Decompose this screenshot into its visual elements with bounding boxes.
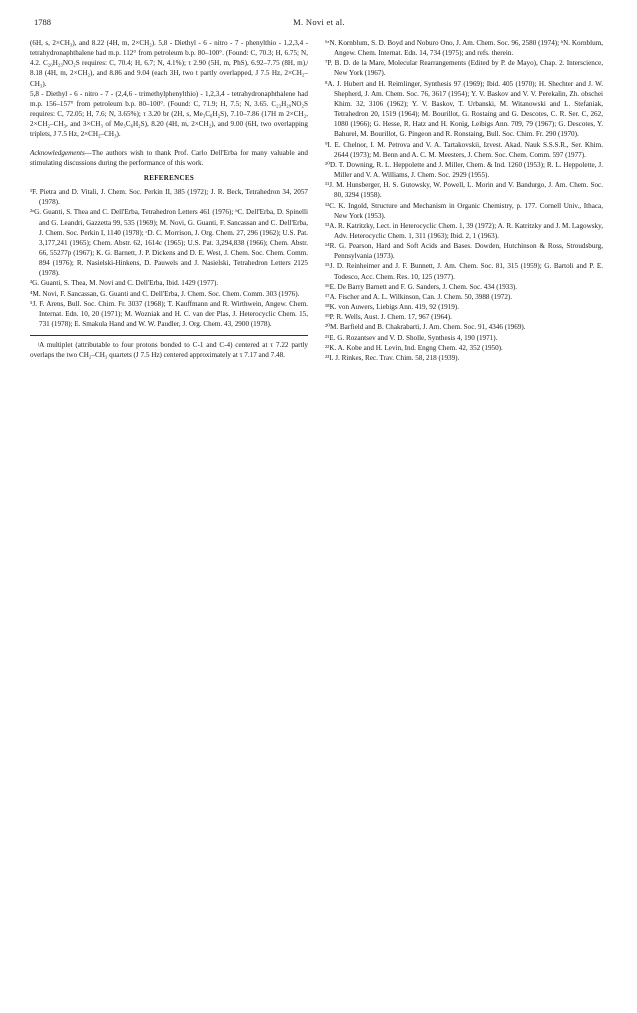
reference-item: ¹³A. R. Katritzky, Lect. in Heterocyclic Chem. 1, 39 (1972); A. R. Katritzky and J. M. Lagowsky, Adv. Heterocyclic Chem. 1, 311 (1963); Ibid. 2, 1 (1963).	[325, 221, 603, 240]
reference-item: ²³I. J. Rinkes, Rec. Trav. Chim. 58, 218 (1939).	[325, 353, 460, 362]
page-header	[34, 17, 604, 33]
reference-item: ¹²C. K. Ingold, Structure and Mechanism in Organic Chemistry, p. 177. Cornell Univ., Ithaca, New York (1953).	[325, 201, 603, 220]
reference-item: ¹⁰D. T. Downing, R. L. Heppolette and J. Miller, Chem. & Ind. 1260 (1953); R. L. Heppolette, J. Miller and V. A. Williams, J. Chem. Soc. 2929 (1955).	[325, 160, 603, 180]
acknowledgements-text: —The authors wish to thank Prof. Carlo Dell'Erba for many valuable and stimulating discussions during the performance of this work.	[30, 148, 308, 167]
running-head: M. Novi et al.	[293, 17, 345, 27]
left-column	[30, 38, 308, 361]
reference-item: ⁴M. Novi, F. Sancassan, G. Guanti and C. Dell'Erba, J. Chem. Soc. Chem. Comm. 303 (1976).	[30, 289, 300, 298]
reference-item: ¹F. Pietra and D. Vitali, J. Chem. Soc. Perkin II, 385 (1972); J. R. Beck, Tetrahedron 34, 2057 (1978).	[30, 188, 308, 207]
reference-item: ²¹E. G. Rozantsev and V. D. Sholle, Synthesis 4, 190 (1971).	[325, 333, 498, 342]
references-heading: REFERENCES	[143, 174, 195, 182]
reference-item: ⁶ᵃN. Kornblum, S. D. Boyd and Noburo Ono, J. Am. Chem. Soc. 96, 2580 (1974); ᵇN. Kornblum, Angew. Chem. Internat. Edn. 14, 734 (1975); and refs. therein.	[325, 39, 603, 58]
reference-item: ²ᵃG. Guanti, S. Thea and C. Dell'Erba, Tetrahedron Letters 461 (1976); ᵇC. Dell'Erba, D. Spinelli and G. Leandri, Gazzetta 99, 535 (1969); M. Novi, G. Guanti, F. Sancassan and C. Dell'Erba, J. Chem. Soc. Perkin I, 1140 (1978); ᶜD. C. Morrison, J. Org. Chem. 27, 296 (1962); U.S. Pat. 3,177,241 (1965); Chem. Abstr. 62, 1614c (1965); U.S. Pat. 3,294,838 (1966); Chem. Abstr. 66, 55277p (1967); K. G. Barnett, J. P. Dickens and D. E. West, J. Chem. Soc. Chem. Comm. 894 (1976); R. Nasielski-Hinkens, D. Pauwels and J. Nasielski, Tetrahedron Letters 2125 (1978).	[30, 208, 308, 278]
experimental-paragraph: (6H, s, 2×CH₃), and 8.22 (4H, m, 2×CH₂). 5,8 - Diethyl - 6 - nitro - 7 - phenylthio - 1,2,3,4 - tetrahydronaphthalene had m.p. 112° from petroleum b.p. 80–100°. (Found: C, 70.3; H, 6.75; N, 4.2. C₂₀H₂₃NO₂S requires: C, 70.4; H, 6.7; N, 4.1%); τ 2.90 (5H, m, PhS), 6.92–7.75 (8H, m),ʲ 8.18 (4H, m, 2×CH₂), and 8.86 and 9.04 (each 3H, two t partly overlapped, J 7.5 Hz, 2×CH₂–CH₃).	[30, 39, 308, 88]
reference-item: ¹⁵J. D. Reinheimer and J. F. Bunnett, J. Am. Chem. Soc. 81, 315 (1959); G. Bartoli and P. E. Todesco, Acc. Chem. Res. 10, 125 (1977).	[325, 262, 603, 281]
reference-item: ¹⁷A. Fischer and A. L. Wilkinson, Can. J. Chem. 50, 3988 (1972).	[325, 292, 513, 301]
reference-item: ¹⁹P. R. Wells, Aust. J. Chem. 17, 967 (1964).	[325, 313, 452, 322]
footnote-divider	[30, 335, 308, 336]
acknowledgements-label: Acknowledgements	[30, 148, 85, 157]
reference-item: ²⁰M. Barfield and B. Chakrabarti, J. Am. Chem. Soc. 91, 4346 (1969).	[325, 323, 526, 332]
reference-item: ³G. Guanti, S. Thea, M. Novi and C. Dell'Erba, Ibid. 1429 (1977).	[30, 279, 219, 288]
reference-item: ¹¹J. M. Hunsberger, H. S. Gutowsky, W. Powell, L. Morin and V. Bandurgo, J. Am. Chem. Soc. 80, 3294 (1958).	[325, 181, 603, 200]
reference-item: ⁷P. B. D. de la Mare, Molecular Rearrangements (Edited by P. de Mayo), Chap. 2. Interscience, New York (1967).	[325, 59, 603, 78]
reference-item: ¹⁸K. von Auwers, Liebigs Ann. 419, 92 (1919).	[325, 303, 459, 312]
reference-item: ²²K. A. Kobe and H. Levin, Ind. Engng Chem. 42, 352 (1950).	[325, 343, 503, 352]
reference-item: ⁹I. E. Chelnor, I. M. Petrova and V. A. Tartakovskii, Izvest. Akad. Nauk S.S.S.R., Ser. Khim. 2644 (1973); M. Benn and A. C. M. Meesters, J. Chem. Soc. Chem. Comm. 597 (1977).	[325, 140, 603, 159]
footnote: ʲA multiplet (attributable to four protons bonded to C-1 and C-4) centered at τ 7.22 partly overlaps the two CH₂–CH₃ quartets (J 7.5 Hz) centered approximately at τ 7.17 and 7.48.	[30, 341, 308, 360]
reference-item: ¹⁴R. G. Pearson, Hard and Soft Acids and Bases. Dowden, Hutchinson & Ross, Stroudsburg, Pennsylvania (1973).	[325, 242, 603, 261]
reference-item: ¹⁶E. De Barry Barnett and F. G. Sanders, J. Chem. Soc. 434 (1933).	[325, 282, 518, 291]
experimental-paragraph: 5,8 - Diethyl - 6 - nitro - 7 - (2,4,6 - trimethylphenylthio) - 1,2,3,4 - tetrahydronaphthalene had m.p. 156–157° from petroleum b.p. 80–100°. (Found: C, 71.9; H, 7.5; N, 3.65. C₂₃H₂₉NO₂S requires: C, 72.05; H, 7.6; N, 3.65%); τ 3.20 br (2H, s, Me₃C₆H₂S), 7.10–7.86 (17H m 2×CH₂, 2×CH₂–CH₃, and 3×CH₃ of Me₃C₆H₂S), 8.20 (4H, m, 2×CH₂), and 9.00 (6H, two overlapping triplets, J 7.5 Hz, 2×CH₂–CH₃).	[30, 89, 308, 139]
reference-item: ⁵J. F. Arens, Bull. Soc. Chim. Fr. 3037 (1968); T. Kauffmann and R. Wirthwein, Angew. Chem. Internat. Edn. 10, 20 (1971); M. Wozniak and H. C. van der Plas, J. Heterocyclic Chem. 15, 731 (1978); E. Smakula Hand and W. W. Paudler, J. Org. Chem. 43, 2900 (1978).	[30, 299, 308, 329]
acknowledgements	[30, 148, 308, 168]
right-column	[325, 38, 603, 363]
reference-item: ⁸A. J. Hubert and H. Reimlinger, Synthesis 97 (1969); Ibid. 405 (1970); H. Shechter and J. W. Shepherd, J. Am. Chem. Soc. 76, 3617 (1954); Y. V. Baskov and V. V. Perekalin, Zh. obschei Khim. 32, 3106 (1962); Y. V. Baskov, T. Urbanski, M. Witanowski and L. Stefaniak, Tetrahedron 20, 1519 (1964); M. Bourillot, G. Rostaing and G. Descotes, C. R. Ser. C, 262, 1080 (1966); G. Hesse, R. Hatz and H. Konig, Leibigs Ann. 709, 79 (1967); G. Descotes, Y. Bahurel, M. Bourillot, G. Pingeon and R. Ronstaing, Bull. Soc. Chim. Fr. 290 (1970).	[325, 79, 603, 139]
page-number: 1788	[34, 17, 51, 27]
